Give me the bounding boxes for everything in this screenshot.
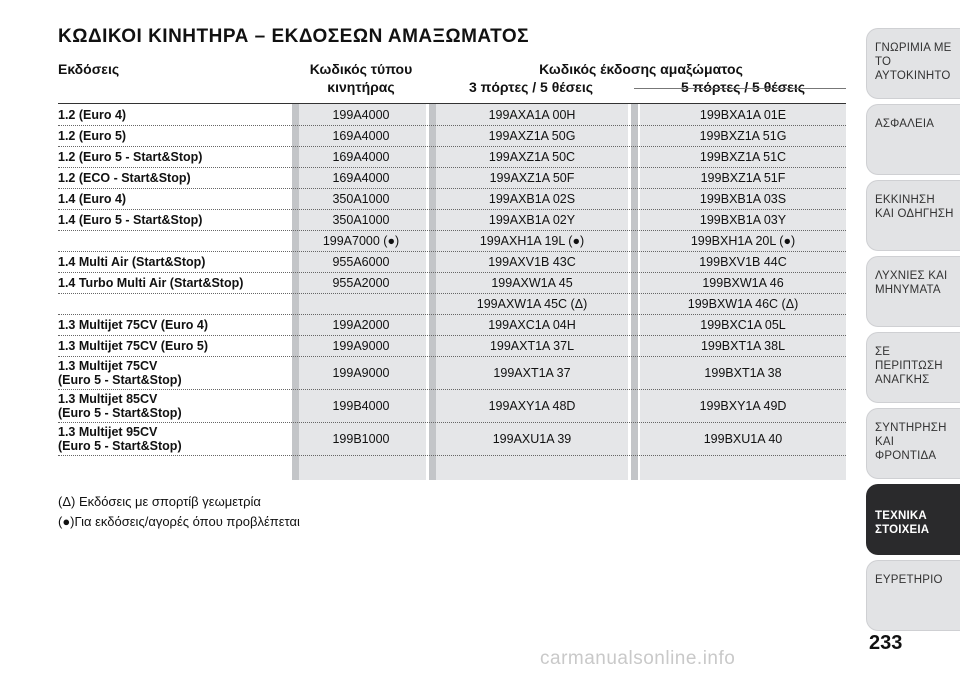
engine-code-cell: 955A2000 bbox=[332, 276, 390, 290]
engine-code-cell: 199B1000 bbox=[332, 432, 390, 446]
header-five-door: 5 πόρτες / 5 θέσεις bbox=[680, 79, 805, 95]
three-door-code-cell: 199AXZ1A 50G bbox=[488, 129, 576, 143]
tab-chapter-2[interactable]: ΑΣΦΑΛΕΙΑ bbox=[866, 104, 960, 175]
tab-chapter-8[interactable]: ΕΥΡΕΤΗΡΙΟ bbox=[866, 560, 960, 631]
engine-code-cell: 199A9000 bbox=[332, 339, 390, 353]
engine-code-cell bbox=[296, 294, 426, 314]
table-row bbox=[58, 390, 846, 423]
engine-code-cell: 169A4000 bbox=[332, 150, 390, 164]
five-door-code-cell: 199BXZ1A 51G bbox=[699, 129, 787, 143]
five-door-code-cell: 199BXA1A 01E bbox=[699, 108, 787, 122]
table-row bbox=[58, 357, 846, 390]
engine-code-cell: 350A1000 bbox=[332, 213, 390, 227]
header-engine-code: Κωδικός τύπου κινητήρας bbox=[309, 61, 413, 95]
version-cell: 1.4 Multi Air (Start&Stop) bbox=[58, 255, 206, 269]
version-cell: 1.4 Turbo Multi Air (Start&Stop) bbox=[58, 276, 244, 290]
five-door-code-cell: 199BXZ1A 51F bbox=[700, 171, 786, 185]
engine-code-cell: 169A4000 bbox=[332, 129, 390, 143]
tab-chapter-3[interactable]: ΕΚΚΙΝΗΣΗ ΚΑΙ ΟΔΗΓΗΣΗ bbox=[866, 180, 960, 251]
codes-table bbox=[58, 105, 846, 456]
version-cell: 1.3 Multijet 75CV (Euro 5 - Start&Stop) bbox=[58, 359, 182, 387]
page-number: 233 bbox=[869, 632, 903, 654]
footnote-sport: (Δ) Εκδόσεις με σπορτίβ γεωμετρία bbox=[58, 494, 261, 509]
tab-chapter-7[interactable]: ΤΕΧΝΙΚΑ ΣΤΟΙΧΕΙΑ bbox=[866, 484, 960, 555]
five-door-code-cell: 199BXT1A 38 bbox=[704, 366, 782, 380]
version-cell: 1.2 (Euro 5 - Start&Stop) bbox=[58, 150, 203, 164]
five-door-code-cell: 199BXW1A 46C (Δ) bbox=[687, 297, 799, 311]
three-door-code-cell: 199AXV1B 43C bbox=[488, 255, 576, 269]
three-door-code-cell: 199AXZ1A 50F bbox=[489, 171, 575, 185]
table-row bbox=[58, 315, 846, 336]
table-row bbox=[58, 168, 846, 189]
tab-chapter-4[interactable]: ΛΥΧΝΙΕΣ ΚΑΙ ΜΗΝΥΜΑΤΑ bbox=[866, 256, 960, 327]
three-door-code-cell: 199AXB1A 02S bbox=[488, 192, 576, 206]
five-door-code-cell: 199BXV1B 44C bbox=[699, 255, 787, 269]
three-door-code-cell: 199AXW1A 45C (Δ) bbox=[476, 297, 588, 311]
five-door-code-cell: 199BXU1A 40 bbox=[703, 432, 783, 446]
engine-code-cell: 199A2000 bbox=[332, 318, 390, 332]
engine-code-cell: 199B4000 bbox=[332, 399, 390, 413]
table-row bbox=[58, 231, 846, 252]
version-cell: 1.4 (Euro 5 - Start&Stop) bbox=[58, 213, 203, 227]
version-cell: 1.2 (ECO - Start&Stop) bbox=[58, 171, 191, 185]
table-row bbox=[58, 294, 846, 315]
three-door-code-cell: 199AXU1A 39 bbox=[492, 432, 572, 446]
table-row bbox=[58, 189, 846, 210]
five-door-code-cell: 199BXW1A 46 bbox=[702, 276, 784, 290]
three-door-code-cell: 199AXH1A 19L (●) bbox=[479, 234, 585, 248]
tab-chapter-5[interactable]: ΣΕ ΠΕΡΙΠΤΩΣΗ ΑΝΑΓΚΗΣ bbox=[866, 332, 960, 403]
version-cell bbox=[58, 294, 296, 314]
page-title: ΚΩΔΙΚΟΙ ΚΙΝΗΤΗΡΑ – ΕΚΔΟΣΕΩΝ ΑΜΑΞΩΜΑΤΟΣ bbox=[58, 26, 530, 47]
footnote-market: (●)Για εκδόσεις/αγορές όπου προβλέπεται bbox=[58, 514, 300, 529]
table-row bbox=[58, 105, 846, 126]
header-divider-short bbox=[634, 88, 846, 89]
watermark: carmanualsonline.info bbox=[540, 648, 736, 669]
table-row bbox=[58, 273, 846, 294]
five-door-code-cell: 199BXB1A 03S bbox=[699, 192, 787, 206]
five-door-code-cell: 199BXB1A 03Y bbox=[699, 213, 787, 227]
header-three-door: 3 πόρτες / 5 θέσεις bbox=[468, 79, 593, 95]
five-door-code-cell: 199BXH1A 20L (●) bbox=[690, 234, 796, 248]
table-row bbox=[58, 252, 846, 273]
version-cell bbox=[58, 231, 296, 251]
three-door-code-cell: 199AXC1A 04H bbox=[488, 318, 576, 332]
table-row bbox=[58, 210, 846, 231]
header-body-code: Κωδικός έκδοσης αμαξώματος bbox=[539, 61, 743, 77]
table-row bbox=[58, 147, 846, 168]
three-door-code-cell: 199AXZ1A 50C bbox=[488, 150, 576, 164]
version-cell: 1.3 Multijet 75CV (Euro 5) bbox=[58, 339, 209, 353]
tab-chapter-1[interactable]: ΓΝΩΡΙΜΙΑ ΜΕ ΤΟ ΑΥΤΟΚΙΝΗΤΟ bbox=[866, 28, 960, 99]
five-door-code-cell: 199BXT1A 38L bbox=[700, 339, 786, 353]
three-door-code-cell: 199AXB1A 02Y bbox=[488, 213, 576, 227]
engine-code-cell: 169A4000 bbox=[332, 171, 390, 185]
tab-chapter-6[interactable]: ΣΥΝΤΗΡΗΣΗ ΚΑΙ ΦΡΟΝΤΙΔΑ bbox=[866, 408, 960, 479]
version-cell: 1.2 (Euro 5) bbox=[58, 129, 127, 143]
five-door-code-cell: 199BXY1A 49D bbox=[699, 399, 787, 413]
three-door-code-cell: 199AXT1A 37L bbox=[489, 339, 575, 353]
engine-code-cell: 350A1000 bbox=[332, 192, 390, 206]
table-row bbox=[58, 336, 846, 357]
engine-code-cell: 955A6000 bbox=[332, 255, 390, 269]
version-cell: 1.4 (Euro 4) bbox=[58, 192, 127, 206]
table-row bbox=[58, 126, 846, 147]
table-row bbox=[58, 423, 846, 456]
engine-code-cell: 199A9000 bbox=[332, 366, 390, 380]
five-door-code-cell: 199BXZ1A 51C bbox=[699, 150, 787, 164]
engine-code-cell: 199A7000 (●) bbox=[322, 234, 400, 248]
version-cell: 1.2 (Euro 4) bbox=[58, 108, 127, 122]
three-door-code-cell: 199AXA1A 00H bbox=[488, 108, 576, 122]
three-door-code-cell: 199AXW1A 45 bbox=[491, 276, 573, 290]
header-versions: Εκδόσεις bbox=[58, 61, 120, 77]
engine-code-cell: 199A4000 bbox=[332, 108, 390, 122]
chapter-tabs bbox=[866, 28, 960, 636]
version-cell: 1.3 Multijet 75CV (Euro 4) bbox=[58, 318, 209, 332]
footnotes bbox=[58, 492, 300, 532]
three-door-code-cell: 199AXT1A 37 bbox=[493, 366, 571, 380]
five-door-code-cell: 199BXC1A 05L bbox=[700, 318, 786, 332]
version-cell: 1.3 Multijet 95CV (Euro 5 - Start&Stop) bbox=[58, 425, 182, 453]
three-door-code-cell: 199AXY1A 48D bbox=[488, 399, 576, 413]
version-cell: 1.3 Multijet 85CV (Euro 5 - Start&Stop) bbox=[58, 392, 182, 420]
